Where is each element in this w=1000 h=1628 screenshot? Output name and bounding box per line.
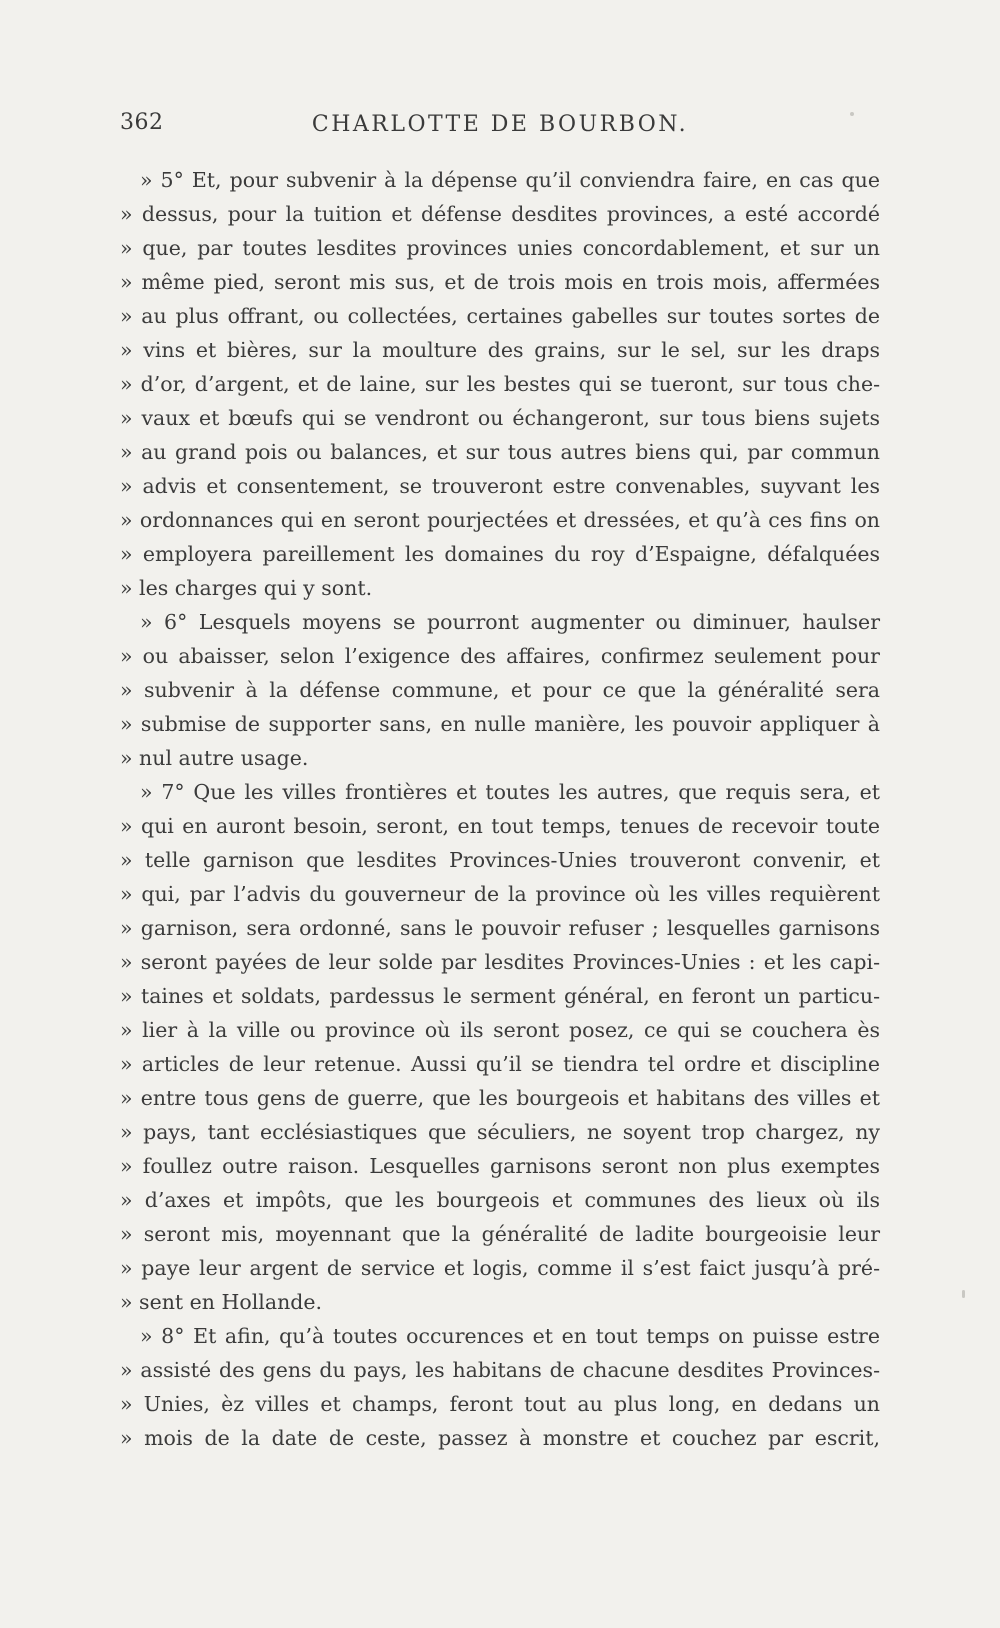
text-line: » seront mis, moyennant que la généralité de ladite bourgeoisie leur bbox=[120, 1222, 880, 1246]
running-title: CHARLOTTE DE BOURBON. bbox=[311, 112, 689, 137]
text-line: » que, par toutes lesdites provinces unies concordablement, et sur un bbox=[120, 236, 880, 260]
text-line: » ou abaisser, selon l’exigence des affaires, confirmez seulement pour bbox=[120, 644, 880, 668]
paper-speck bbox=[962, 1290, 965, 1298]
text-line: » Unies, èz villes et champs, feront tout au plus long, en dedans un bbox=[120, 1392, 880, 1416]
text-line: » employera pareillement les domaines du roy d’Espaigne, défalquées bbox=[120, 542, 880, 566]
text-line: » subvenir à la défense commune, et pour ce que la généralité sera bbox=[120, 678, 880, 702]
text-line: » nul autre usage. bbox=[120, 746, 309, 770]
text-line: » taines et soldats, pardessus le serment général, en feront un particu- bbox=[120, 984, 880, 1008]
text-line: » lier à la ville ou province où ils seront posez, ce qui se couchera ès bbox=[120, 1018, 880, 1042]
text-line: » d’axes et impôts, que les bourgeois et communes des lieux où ils bbox=[120, 1188, 880, 1212]
text-line: » au grand pois ou balances, et sur tous autres biens qui, par commun bbox=[120, 440, 880, 464]
text-line: » entre tous gens de guerre, que les bourgeois et habitans des villes et bbox=[120, 1086, 880, 1110]
text-line: » au plus offrant, ou collectées, certaines gabelles sur toutes sortes de bbox=[120, 304, 880, 328]
body-text bbox=[120, 163, 880, 1455]
text-line: » dessus, pour la tuition et défense desdites provinces, a esté accordé bbox=[120, 202, 880, 226]
text-line: » d’or, d’argent, et de laine, sur les bestes qui se tueront, sur tous che- bbox=[120, 372, 880, 396]
text-line: » foullez outre raison. Lesquelles garnisons seront non plus exemptes bbox=[120, 1154, 880, 1178]
text-line: » 5° Et, pour subvenir à la dépense qu’il conviendra faire, en cas que bbox=[140, 168, 880, 192]
text-line: » ordonnances qui en seront pourjectées et dressées, et qu’à ces fins on bbox=[120, 508, 880, 532]
text-line: » telle garnison que lesdites Provinces-Unies trouveront convenir, et bbox=[120, 848, 880, 872]
page-number: 362 bbox=[120, 110, 164, 135]
text-line: » vaux et bœufs qui se vendront ou échangeront, sur tous biens sujets bbox=[120, 406, 880, 430]
text-line: » 7° Que les villes frontières et toutes les autres, que requis sera, et bbox=[140, 780, 880, 804]
text-line: » articles de leur retenue. Aussi qu’il se tiendra tel ordre et discipline bbox=[120, 1052, 880, 1076]
text-line: » les charges qui y sont. bbox=[120, 576, 373, 600]
text-line: » advis et consentement, se trouveront estre convenables, suyvant les bbox=[120, 474, 880, 498]
page-header bbox=[120, 110, 880, 140]
text-line: » sent en Hollande. bbox=[120, 1290, 323, 1314]
text-line: » mois de la date de ceste, passez à monstre et couchez par escrit, bbox=[120, 1426, 880, 1450]
text-line: » assisté des gens du pays, les habitans de chacune desdites Provinces- bbox=[120, 1358, 880, 1382]
text-line: » vins et bières, sur la moulture des grains, sur le sel, sur les draps bbox=[120, 338, 880, 362]
paper-speck bbox=[850, 112, 854, 116]
text-line: » qui en auront besoin, seront, en tout temps, tenues de recevoir toute bbox=[120, 814, 880, 838]
text-line: » seront payées de leur solde par lesdites Provinces-Unies : et les capi- bbox=[120, 950, 880, 974]
text-line: » qui, par l’advis du gouverneur de la province où les villes requièrent bbox=[120, 882, 880, 906]
text-line: » pays, tant ecclésiastiques que séculiers, ne soyent trop chargez, ny bbox=[120, 1120, 880, 1144]
text-line: » submise de supporter sans, en nulle manière, les pouvoir appliquer à bbox=[120, 712, 880, 736]
text-line: » garnison, sera ordonné, sans le pouvoir refuser ; lesquelles garnisons bbox=[120, 916, 880, 940]
text-line: » 8° Et afin, qu’à toutes occurences et en tout temps on puisse estre bbox=[140, 1324, 880, 1348]
text-line: » paye leur argent de service et logis, comme il s’est faict jusqu’à pré- bbox=[120, 1256, 880, 1280]
text-line: » même pied, seront mis sus, et de trois mois en trois mois, affermées bbox=[120, 270, 880, 294]
text-line: » 6° Lesquels moyens se pourront augmenter ou diminuer, haulser bbox=[140, 610, 880, 634]
